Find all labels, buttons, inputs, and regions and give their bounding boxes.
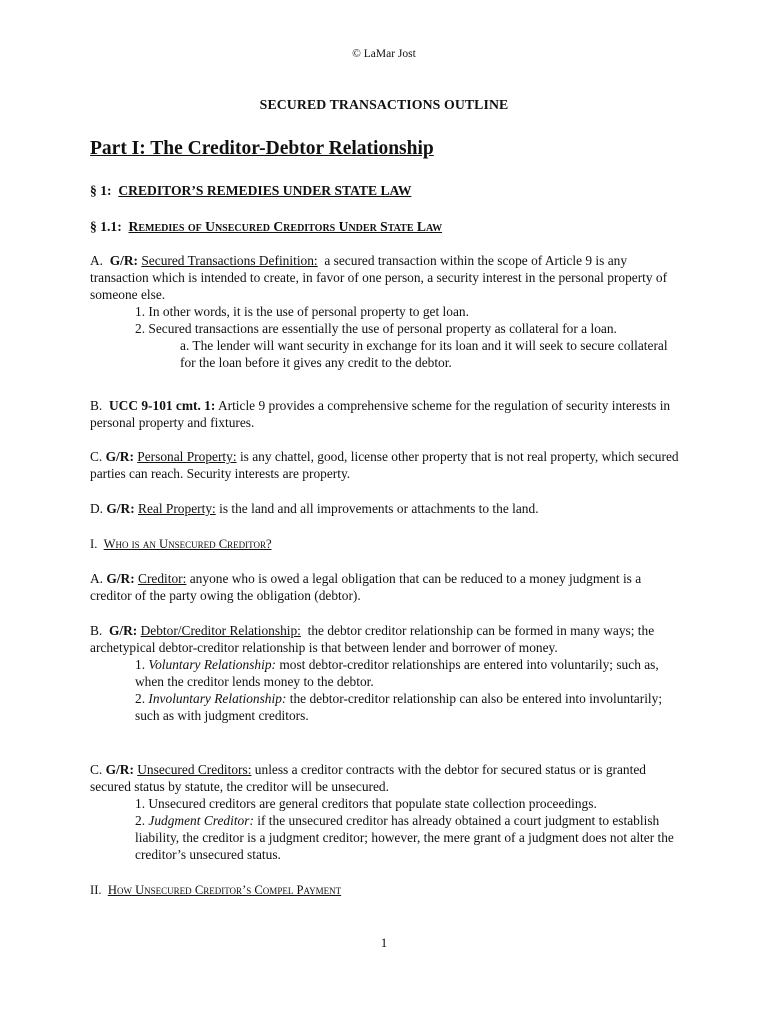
list-subitem: a. The lender will want security in exchange for its loan and it will seek to secure collateral for the loan before it gives any credit to the debtor. (180, 338, 668, 370)
section-1-1-heading (90, 218, 685, 235)
gr-label: G/R: (108, 623, 138, 638)
paragraph-d (90, 500, 685, 517)
list-term: Voluntary Relationship: (148, 657, 276, 672)
list-item (90, 812, 685, 863)
heading-i (90, 536, 685, 553)
heading-prefix: I. (90, 537, 98, 551)
section-1-title: CREDITOR’S REMEDIES UNDER STATE LAW (118, 183, 412, 198)
term-label: Unsecured Creditors: (137, 762, 252, 777)
term-label: Personal Property: (137, 449, 237, 464)
paragraph-i-c (90, 761, 685, 863)
term-label: Secured Transactions Definition: (141, 253, 318, 268)
list-item (90, 690, 685, 724)
list-text: the debtor-creditor relationship can also be entered into involuntarily; such as with judgment creditors. (135, 691, 663, 723)
section-1-1-label: § 1.1: (90, 219, 122, 234)
term-label: Creditor: (138, 571, 187, 586)
list-number: 2. (135, 813, 146, 828)
heading-prefix: II. (90, 883, 102, 897)
paragraph-prefix: A. (90, 253, 104, 268)
heading-title: How Unsecured Creditor’s Compel Payment (107, 883, 342, 897)
paragraph-i-b (90, 622, 685, 724)
list-item: 2. Secured transactions are essentially the use of personal property as collateral for a loan. (135, 321, 617, 336)
paragraph-text: is the land and all improvements or attachments to the land. (219, 501, 539, 516)
paragraph-text: the debtor creditor relationship can be formed in many ways; the archetypical debtor-creditor relationship is that between lender and borrower of money. (90, 623, 655, 655)
heading-title: Who is an Unsecured Creditor? (103, 537, 272, 551)
paragraph-i-a (90, 570, 685, 604)
list-text: if the unsecured creditor has already obtained a court judgment to establish liability, the creditor is a judgment creditor; however, the mere grant of a judgment does not alter the creditor’s unsecured status. (135, 813, 674, 862)
paragraph-text: unless a creditor contracts with the debtor for secured status or is granted secured status by statute, the creditor will be unsecured. (90, 762, 646, 794)
gr-label: G/R: (106, 501, 135, 516)
paragraph-a (90, 252, 685, 371)
paragraph-b (90, 397, 685, 431)
paragraph-prefix: C. (90, 449, 103, 464)
paragraph-text: a secured transaction within the scope of Article 9 is any transaction which is intended to create, in favor of one person, a security interest in the personal property of someone else. (90, 253, 668, 302)
document-title: SECURED TRANSACTIONS OUTLINE (259, 97, 509, 112)
heading-ii (90, 882, 685, 899)
list-item: 1. Unsecured creditors are general creditors that populate state collection proceedings. (135, 796, 597, 811)
paragraph-prefix: B. (90, 398, 103, 413)
term-label: Real Property: (138, 501, 216, 516)
paragraph-prefix: D. (90, 501, 104, 516)
paragraph-prefix: B. (90, 623, 103, 638)
section-1-heading (90, 182, 685, 199)
list-text: most debtor-creditor relationships are entered into voluntarily; such as, when the creditor lends money to the debtor. (135, 657, 659, 689)
section-1-1-title: Remedies of Unsecured Creditors Under State Law (128, 219, 443, 234)
paragraph-text: anyone who is owed a legal obligation that can be reduced to a money judgment is a creditor of the party owing the obligation (debtor). (90, 571, 642, 603)
part-heading: Part I: The Creditor-Debtor Relationship (90, 138, 434, 159)
list-number: 1. (135, 657, 146, 672)
list-number: 2. (135, 691, 146, 706)
paragraph-text: is any chattel, good, license other property that is not real property, which secured parties can reach. Security interests are property. (90, 449, 679, 481)
gr-label: G/R: (106, 571, 135, 586)
copyright-line: © LaMar Jost (352, 48, 416, 60)
paragraph-c (90, 448, 685, 482)
paragraph-prefix: A. (90, 571, 104, 586)
citation-label: UCC 9-101 cmt. 1: (108, 398, 216, 413)
gr-label: G/R: (105, 762, 134, 777)
list-term: Involuntary Relationship: (148, 691, 287, 706)
paragraph-text: Article 9 provides a comprehensive scheme for the regulation of security interests in personal property and fixtures. (90, 398, 671, 430)
page-number: 1 (380, 935, 388, 950)
gr-label: G/R: (105, 449, 134, 464)
gr-label: G/R: (109, 253, 138, 268)
section-1-label: § 1: (90, 183, 112, 198)
list-item (90, 656, 685, 690)
list-term: Judgment Creditor: (148, 813, 254, 828)
term-label: Debtor/Creditor Relationship: (140, 623, 301, 638)
list-item: 1. In other words, it is the use of personal property to get loan. (135, 304, 469, 319)
paragraph-prefix: C. (90, 762, 103, 777)
